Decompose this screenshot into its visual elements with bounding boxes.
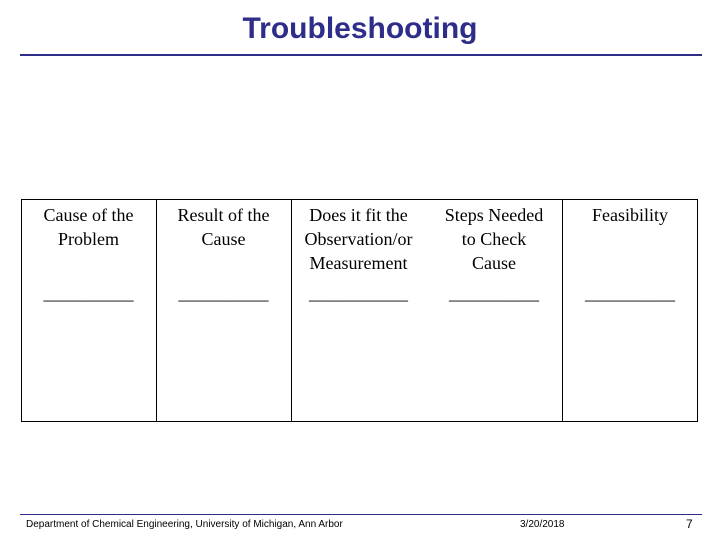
blank-line: __________ — [449, 283, 539, 303]
slide-title: Troubleshooting — [242, 12, 478, 45]
title-underline — [20, 54, 702, 56]
column-fit — [291, 199, 426, 422]
column-header: Result of the Cause — [177, 205, 270, 249]
blank-line: __________ — [178, 283, 269, 303]
column-header: Steps Needed to Check Cause — [444, 205, 544, 273]
column-header: Does it fit the Observation/or Measurement — [304, 205, 413, 273]
page-number: 7 — [686, 517, 693, 531]
blank-line: ___________ — [309, 283, 408, 303]
column-cause — [21, 199, 156, 422]
blank-line: __________ — [585, 283, 675, 303]
column-feasibility — [562, 199, 698, 422]
column-steps — [426, 199, 562, 422]
column-result — [156, 199, 291, 422]
blank-line: __________ — [43, 283, 134, 303]
footer-divider — [20, 514, 702, 515]
footer-department: Department of Chemical Engineering, University of Michigan, Ann Arbor — [26, 519, 343, 530]
footer-date: 3/20/2018 — [520, 519, 565, 530]
column-header: Feasibility — [592, 205, 668, 225]
column-header: Cause of the Problem — [43, 205, 134, 249]
